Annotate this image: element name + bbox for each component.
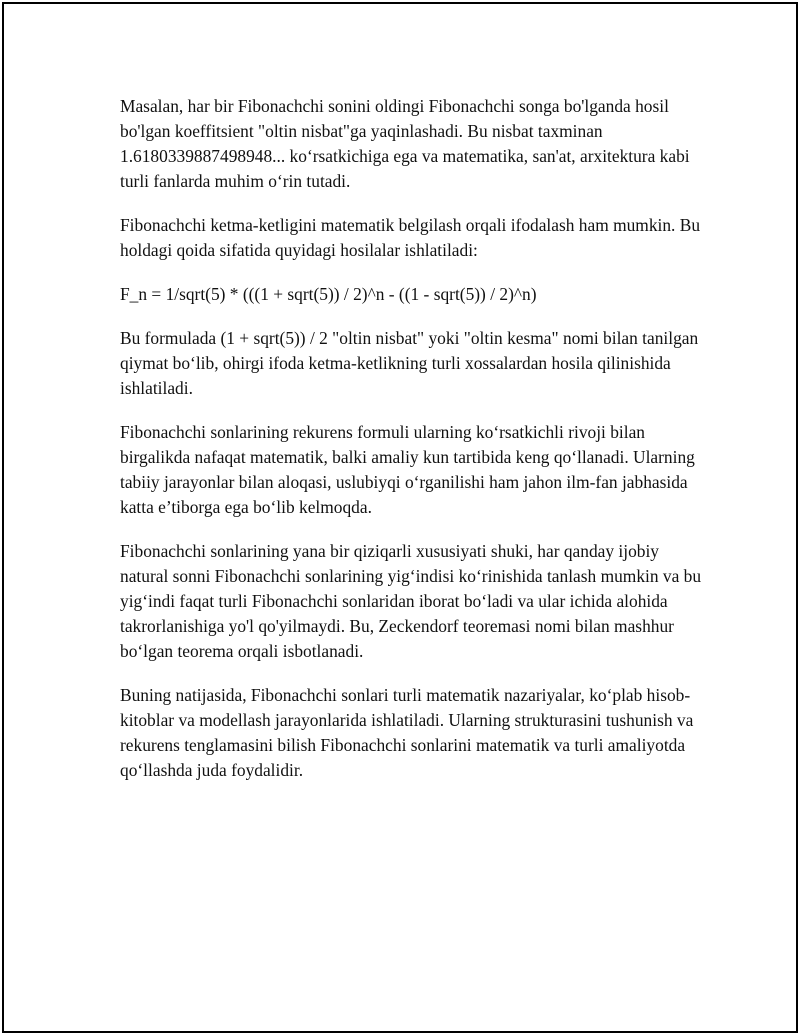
paragraph-formula-explanation: Bu formulada (1 + sqrt(5)) / 2 "oltin nisbat" yoki "oltin kesma" nomi bilan tanilgan qiymat bo‘lib, ohirgi ifoda ketma-ketlikning turli xossalardan hosila qilinishida ishlatiladi. [120, 328, 699, 398]
paragraph-zeckendorf: Fibonachchi sonlarining yana bir qiziqarli xususiyati shuki, har qanday ijobiy natural sonni Fibonachchi sonlarining yig‘indisi ko‘rinishida tanlash mumkin va bu yig‘indi faqat turli Fibonachchi sonlaridan iborat bo‘ladi va ular ichida alohida takrorlanishiga yo'l qo'yilmaydi. Bu, Zeckendorf teoremasi nomi bilan mashhur bo‘lgan teorema orqali isbotlanadi. [120, 541, 702, 661]
paragraph-golden-ratio-intro: Masalan, har bir Fibonachchi sonini oldingi Fibonachchi songa bo'lganda hosil bo'lgan koeffitsient "oltin nisbat"ga yaqinlashadi. Bu nisbat taxminan 1.6180339887498948... ko‘rsatkichiga ega va matematika, san'at, arxitektura kabi turli fanlarda muhim o‘rin tutadi. [120, 96, 690, 191]
paragraph-conclusion: Buning natijasida, Fibonachchi sonlari turli matematik nazariyalar, ko‘plab hisob-kitoblar va modellash jarayonlarida ishlatiladi. Ularning strukturasini tushunish va rekurens tenglamasini bilish Fibonachchi sonlarini matematik va turli amaliyotda qo‘llashda juda foydalidir. [120, 685, 694, 780]
document-page [2, 2, 798, 1033]
paragraph-recurrence-applications: Fibonachchi sonlarining rekurens formuli ularning ko‘rsatkichli rivoji bilan birgalikda nafaqat matematik, balki amaliy kun tartibida keng qo‘llanadi. Ularning tabiiy jarayonlar bilan aloqasi, uslubiyqi o‘rganilishi ham jahon ilm-fan jabhasida katta e’tiborga ega bo‘lib kelmoqda. [120, 422, 695, 517]
document-body [120, 94, 710, 802]
paragraph-notation-intro: Fibonachchi ketma-ketligini matematik belgilash orqali ifodalash ham mumkin. Bu holdagi qoida sifatida quyidagi hosilalar ishlatiladi: [120, 215, 701, 260]
paragraph-binet-formula: F_n = 1/sqrt(5) * (((1 + sqrt(5)) / 2)^n - ((1 - sqrt(5)) / 2)^n) [120, 284, 537, 304]
